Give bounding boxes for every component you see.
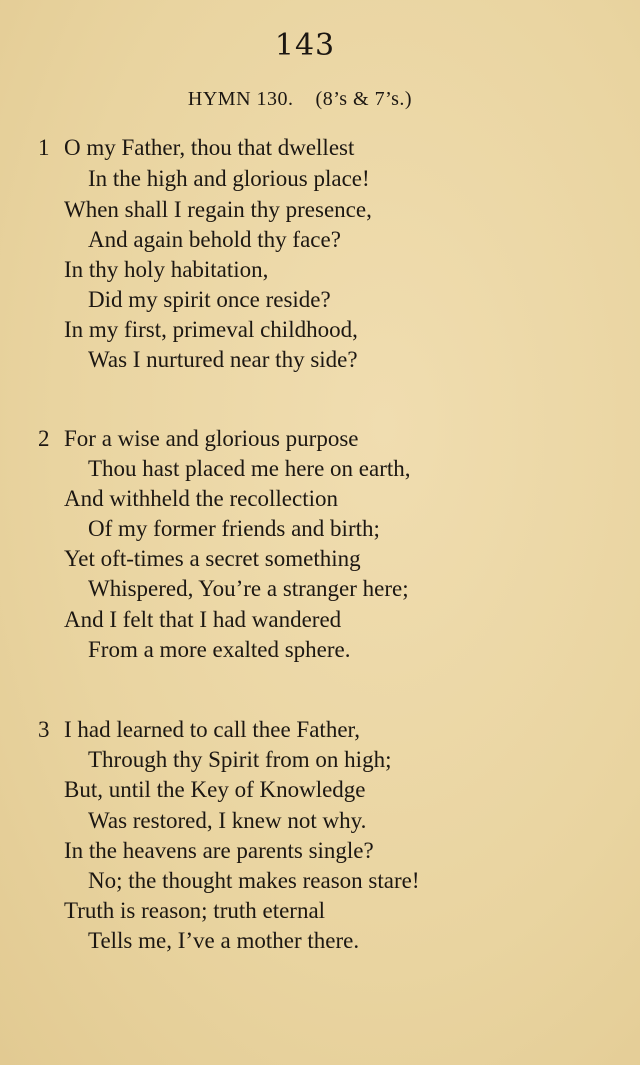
verse-line: In thy holy habitation,: [64, 257, 269, 282]
verse-line: For a wise and glorious purpose: [64, 426, 359, 451]
verse-line: But, until the Key of Knowledge: [64, 777, 366, 802]
verse-number: 3: [38, 717, 50, 742]
verse-line: Whispered, You’re a stranger here;: [88, 576, 409, 601]
verse-line: Yet oft-times a secret something: [64, 546, 361, 571]
verse-line: In the heavens are parents single?: [64, 838, 374, 863]
page-number: 143: [274, 28, 336, 63]
verse-line: I had learned to call thee Father,: [64, 717, 361, 742]
verse-line: And withheld the recollection: [64, 486, 339, 511]
verse-line: Of my former friends and birth;: [88, 516, 380, 541]
verse-line: Was restored, I knew not why.: [88, 808, 367, 833]
verse-line: O my Father, thou that dwellest: [64, 135, 355, 160]
verse-line: Was I nurtured near thy side?: [88, 347, 358, 372]
verse-line: In my first, primeval childhood,: [64, 317, 358, 342]
verse-line: When shall I regain thy presence,: [64, 197, 372, 222]
verse-line: Thou hast placed me here on earth,: [88, 456, 411, 481]
hymn-heading: [0, 88, 600, 111]
verse-number: 2: [38, 426, 50, 451]
verse-line: Did my spirit once reside?: [88, 287, 331, 312]
verse-number: 1: [38, 135, 50, 160]
verse-line: From a more exalted sphere.: [88, 637, 351, 662]
verse-line: Through thy Spirit from on high;: [88, 747, 392, 772]
verse-line: In the high and glorious place!: [88, 166, 370, 191]
verse-line: No; the thought makes reason stare!: [88, 868, 420, 893]
verse-line: Tells me, I’ve a mother there.: [88, 928, 360, 953]
verse-line: Truth is reason; truth eternal: [64, 898, 326, 923]
verse-line: And I felt that I had wandered: [64, 607, 342, 632]
hymn-meter: (8’s & 7’s.): [315, 88, 413, 110]
hymn-label: HYMN 130.: [187, 88, 294, 110]
verse-line: And again behold thy face?: [88, 227, 341, 252]
